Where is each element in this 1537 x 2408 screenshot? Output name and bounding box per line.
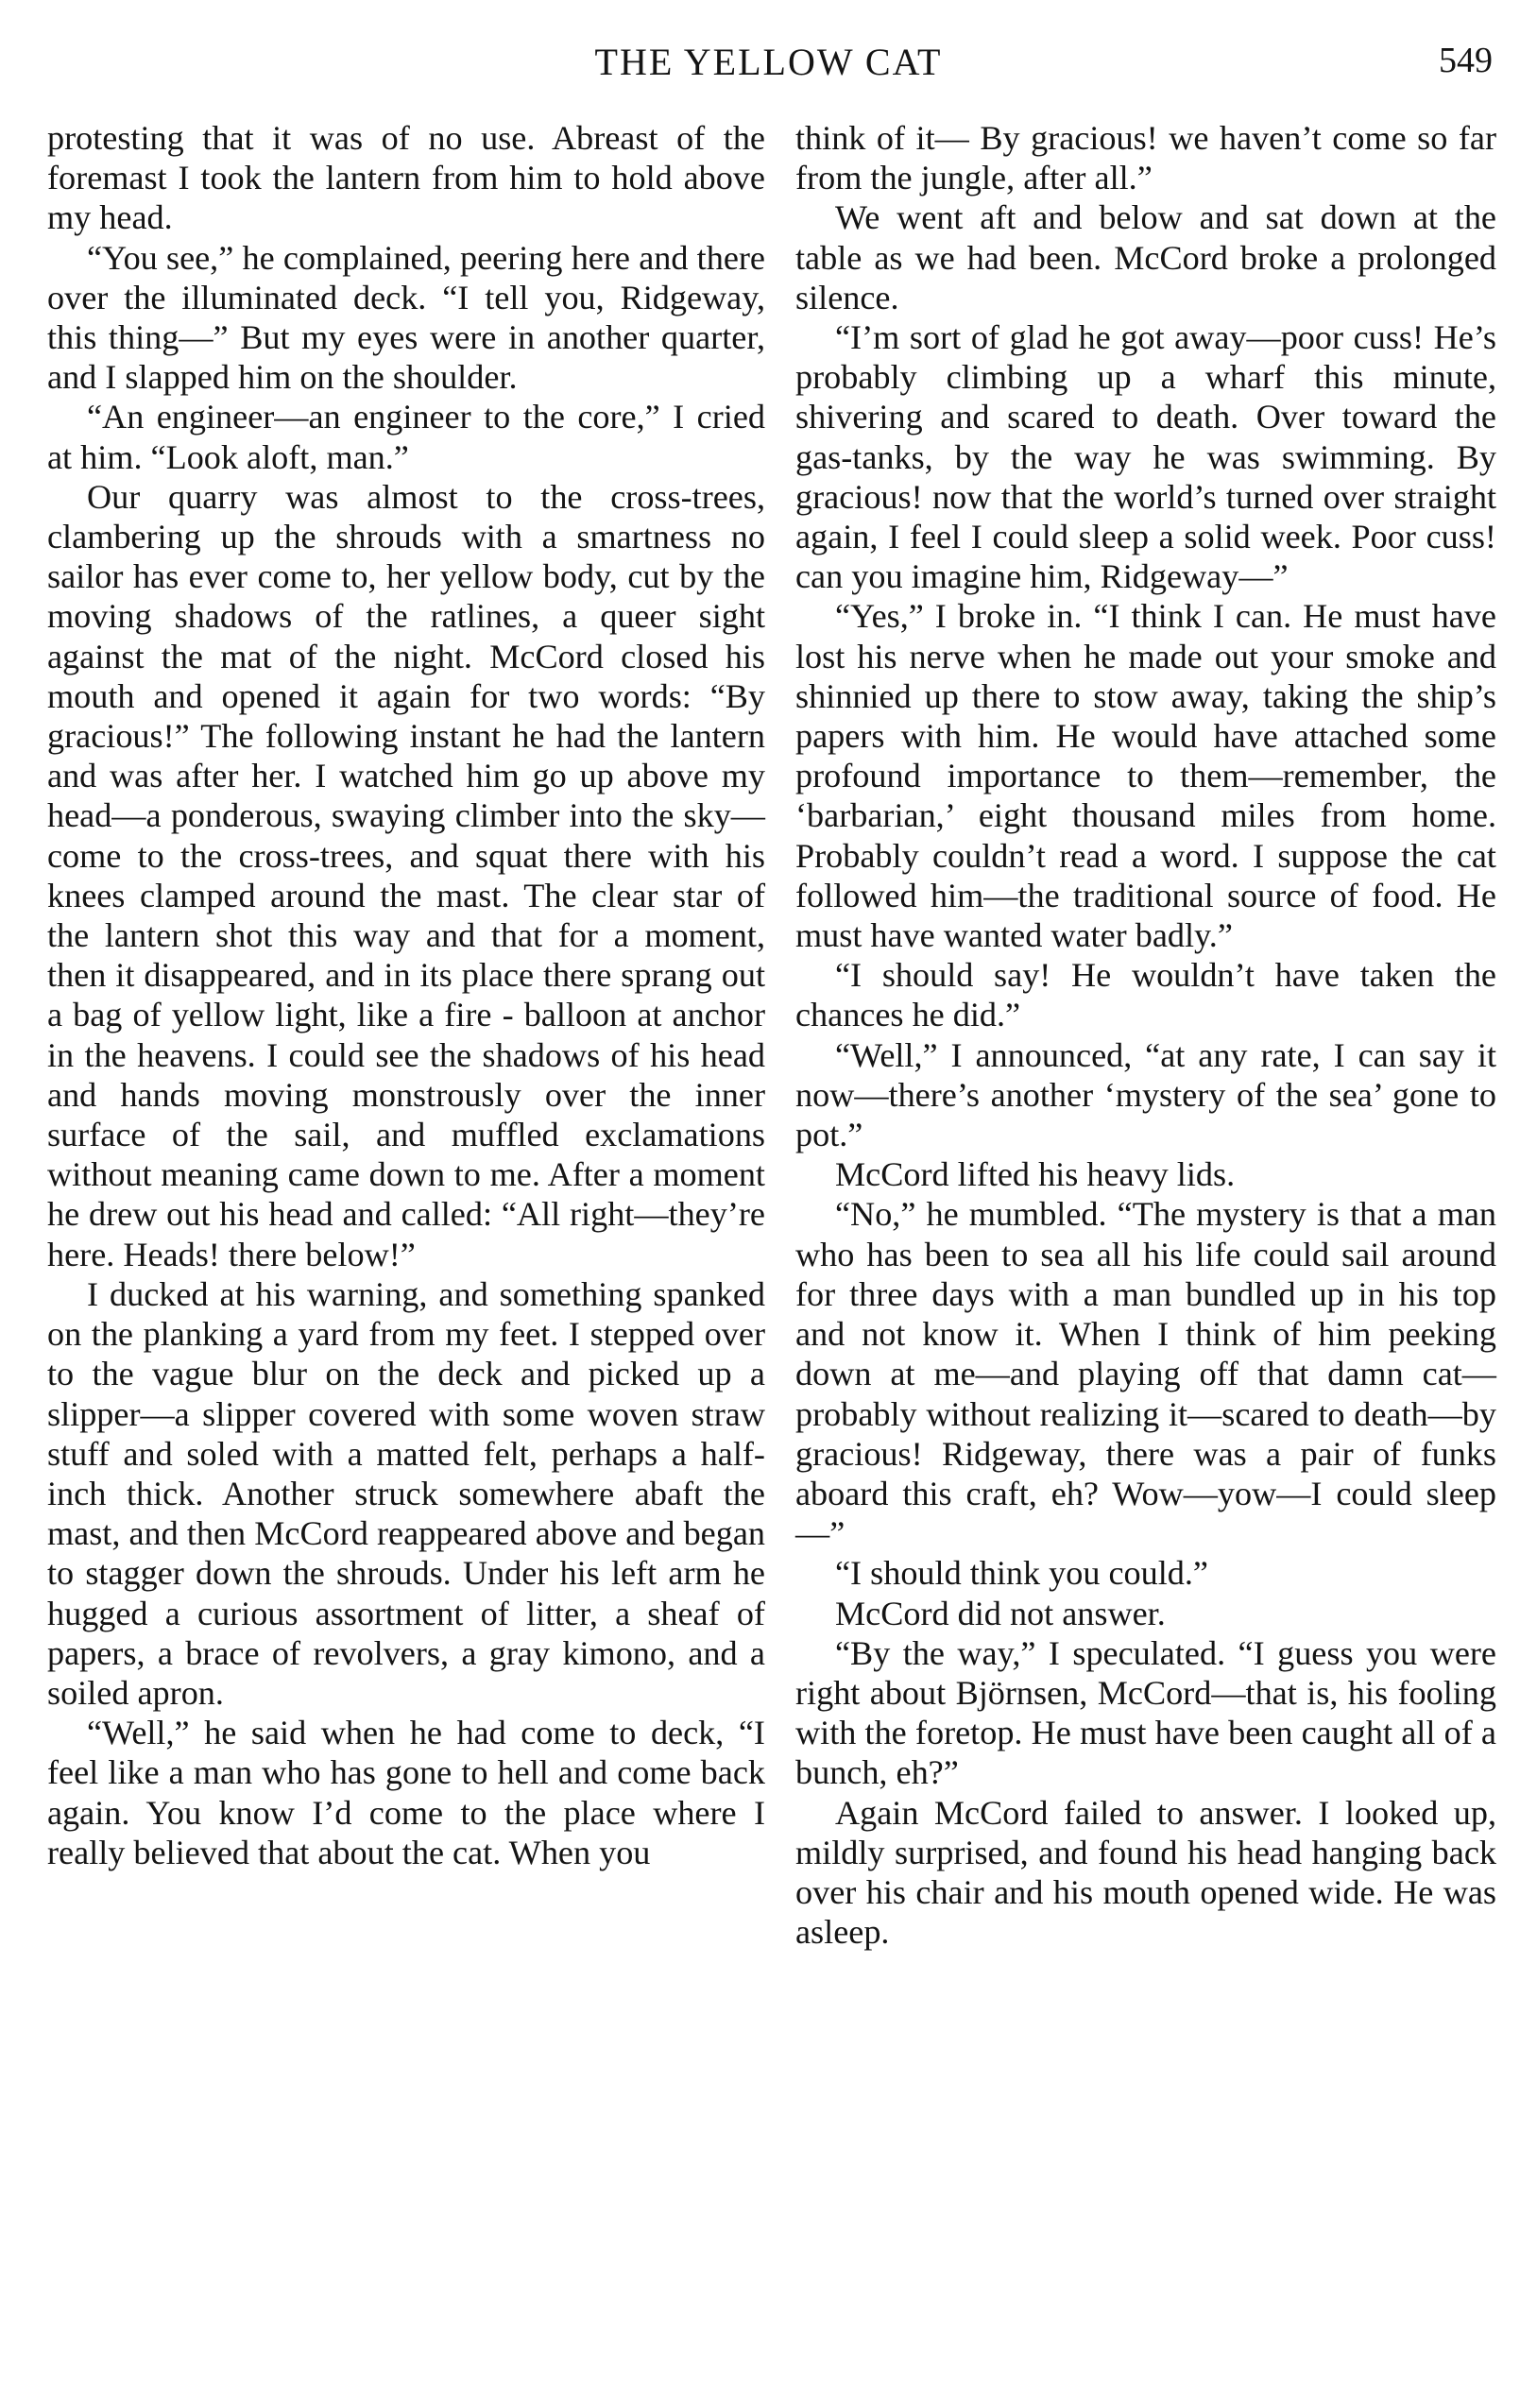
page-header [0,40,1537,96]
running-title: THE YELLOW CAT [594,41,943,83]
paragraph: “By the way,” I speculated. “I guess you were right about Björnsen, McCord—that is, his fooling with the foretop. He must have been caught all of a bunch, eh?” [795,1633,1496,1792]
paragraph: “I’m sort of glad he got away—poor cuss! He’s probably climbing up a wharf this minute, shivering and scared to death. Over toward the gas-tanks, by the way he was swimming. By gracious! now that the world’s turned over straight again, I feel I could sleep a solid week. Poor cuss! can you imagine him, Ridgeway—” [795,318,1496,596]
paragraph: We went aft and below and sat down at the table as we had been. McCord broke a prolonged silence. [795,198,1496,316]
paragraph: “Well,” he said when he had come to deck, “I feel like a man who has gone to hell and come back again. You know I’d come to the place where I really believed that about the cat. When you [47,1714,765,1871]
paragraph: “Well,” I announced, “at any rate, I can say it now—there’s another ‘mystery of the sea’ gone to pot.” [795,1035,1496,1154]
left-column [47,118,765,1872]
paragraph: “I should say! He wouldn’t have taken the chances he did.” [795,956,1496,1034]
paragraph: “No,” he mumbled. “The mystery is that a man who has been to sea all his life could sail around for three days with a man bundled up in his top and not know it. When I think of him peeking down at me—and playing off that damn cat—probably without realizing it—scared to death—by gracious! Ridgeway, there was a pair of funks aboard this craft, eh? Wow—yow—I could sleep—” [795,1195,1496,1553]
paragraph: I ducked at his warning, and something spanked on the planking a yard from my feet. I stepped over to the vague blur on the deck and picked up a slipper—a slipper covered with some woven straw stuff and soled with a matted felt, perhaps a half-inch thick. Another struck somewhere abaft the mast, and then McCord reappeared above and began to stagger down the shrouds. Under his left arm he hugged a curious assortment of litter, a sheaf of papers, a brace of revolvers, a gray kimono, and a soiled apron. [47,1274,765,1712]
paragraph: McCord lifted his heavy lids. [835,1155,1236,1194]
paragraph: “You see,” he complained, peering here and there over the illuminated deck. “I tell you, Ridgeway, this thing—” But my eyes were in another quarter, and I slapped him on the shoulder. [47,238,765,397]
paragraph: “Yes,” I broke in. “I think I can. He must have lost his nerve when he made out your smoke and shinnied up there to stow away, taking the ship’s papers with him. He would have attached some profound importance to them—remember, the ‘barbarian,’ eight thousand miles from home. Probably couldn’t read a word. I suppose the cat followed him—the traditional source of food. He must have wanted water badly.” [795,597,1496,955]
paragraph: protesting that it was of no use. Abreast of the foremast I took the lantern from him to hold above my head. [47,119,765,237]
right-column [795,118,1496,1952]
paragraph: McCord did not answer. [835,1594,1166,1632]
page-number: 549 [1439,41,1493,80]
paragraph: Our quarry was almost to the cross-trees, clambering up the shrouds with a smartness no sailor has ever come to, her yellow body, cut by the moving shadows of the ratlines, a queer sight against the mat of the night. McCord closed his mouth and opened it again for two words: “By gracious!” The following instant he had the lantern and was after her. I watched him go up above my head—a ponderous, swaying climber into the sky—come to the cross-trees, and squat there with his knees clamped around the mast. The clear star of the lantern shot this way and that for a moment, then it disappeared, and in its place there sprang out a bag of yellow light, like a fire - balloon at anchor in the heavens. I could see the shadows of his head and hands moving monstrously over the inner surface of the sail, and muffled exclamations without meaning came down to me. After a moment he drew out his head and called: “All right—they’re here. Heads! there below!” [47,477,765,1273]
paragraph: “An engineer—an engineer to the core,” I cried at him. “Look aloft, man.” [47,398,765,476]
paragraph: Again McCord failed to answer. I looked up, mildly surprised, and found his head hanging back over his chair and his mouth opened wide. He was asleep. [795,1793,1496,1952]
paragraph: think of it— By gracious! we haven’t come so far from the jungle, after all.” [795,119,1496,197]
paragraph: “I should think you could.” [835,1554,1208,1593]
